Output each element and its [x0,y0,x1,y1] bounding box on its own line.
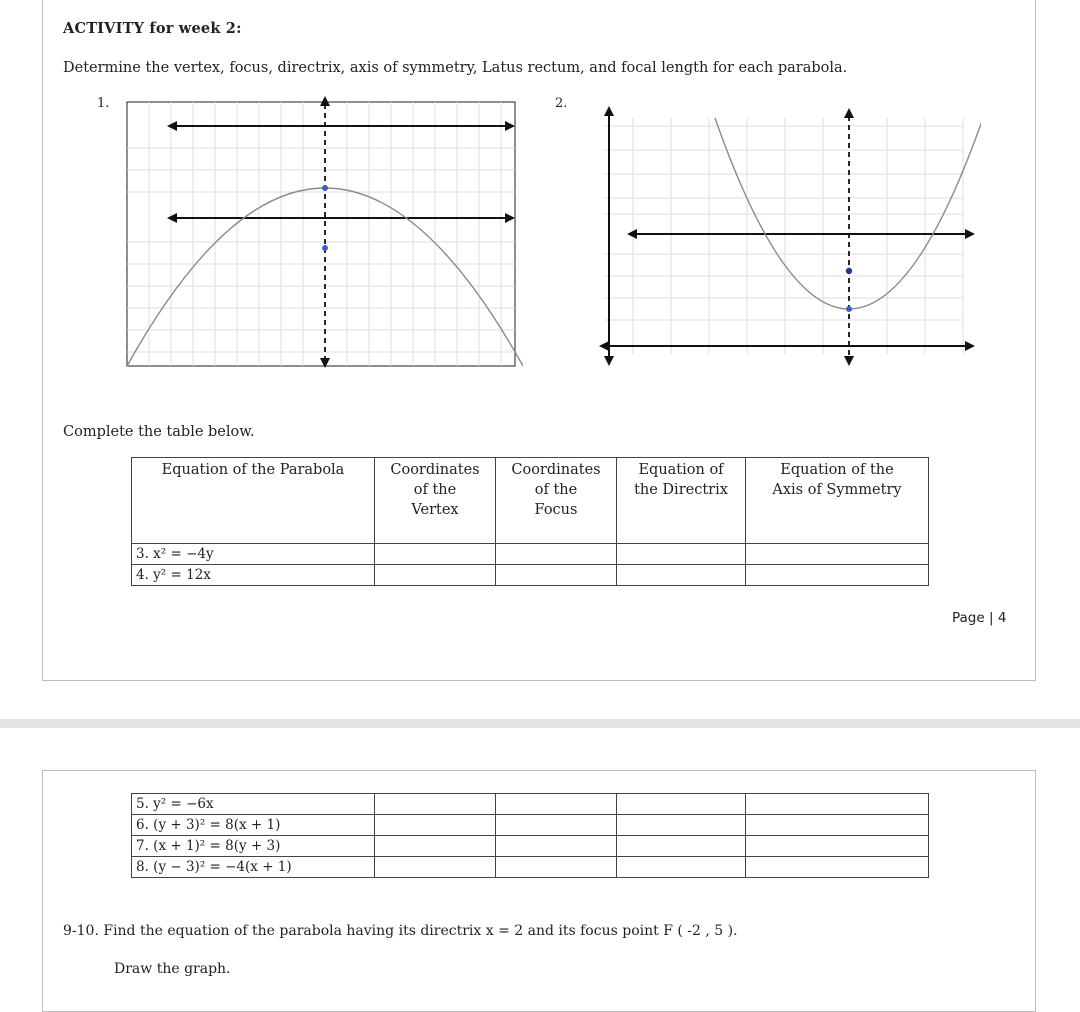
directrix-answer-cell[interactable] [617,794,746,815]
focus-answer-cell[interactable] [496,836,617,857]
directrix-answer-cell[interactable] [617,565,746,586]
parabola-table-continued [131,793,929,878]
equation-cell: 3. x² = −4y [132,544,375,565]
focus-answer-cell[interactable] [496,794,617,815]
draw-graph-instruction: Draw the graph. [114,961,231,977]
vertex-answer-cell[interactable] [375,544,496,565]
table-row [132,565,929,586]
graph-1-number: 1. [97,96,110,111]
table-row [132,815,929,836]
directrix-answer-cell[interactable] [617,544,746,565]
focus-answer-cell[interactable] [496,544,617,565]
focus-answer-cell[interactable] [496,815,617,836]
vertex-answer-cell[interactable] [375,815,496,836]
vertex-answer-cell[interactable] [375,794,496,815]
question-9-10: 9-10. Find the equation of the parabola having its directrix x = 2 and its focus point F ( -2 , 5 ). [63,923,738,939]
axis-answer-cell[interactable] [746,544,929,565]
graph-2-focus-point [846,268,852,274]
table-header-row [132,458,929,544]
axis-answer-cell[interactable] [746,815,929,836]
equation-cell: 4. y² = 12x [132,565,375,586]
graph-2-number: 2. [555,96,568,111]
axis-answer-cell[interactable] [746,836,929,857]
vertex-answer-cell[interactable] [375,565,496,586]
directrix-answer-cell[interactable] [617,815,746,836]
header-directrix: Equation of the Directrix [617,458,746,544]
graph-1-parabola [123,96,523,371]
equation-cell: 8. (y − 3)² = −4(x + 1) [132,857,375,878]
table-row [132,836,929,857]
equation-cell: 7. (x + 1)² = 8(y + 3) [132,836,375,857]
page-number: Page | 4 [952,610,1007,626]
header-focus: Coordinates of the Focus [496,458,617,544]
header-vertex: Coordinates of the Vertex [375,458,496,544]
graph-2-vertex-point [846,306,852,312]
axis-answer-cell[interactable] [746,565,929,586]
worksheet-page-4 [42,0,1036,681]
axis-answer-cell[interactable] [746,857,929,878]
graph-1-focus-point [322,245,328,251]
vertex-answer-cell[interactable] [375,857,496,878]
page-separator [0,719,1080,728]
table-row [132,794,929,815]
header-equation: Equation of the Parabola [132,458,375,544]
vertex-answer-cell[interactable] [375,836,496,857]
complete-table-label: Complete the table below. [63,424,255,440]
equation-cell: 5. y² = −6x [132,794,375,815]
table-row [132,857,929,878]
directrix-answer-cell[interactable] [617,836,746,857]
focus-answer-cell[interactable] [496,857,617,878]
equation-cell: 6. (y + 3)² = 8(x + 1) [132,815,375,836]
directrix-answer-cell[interactable] [617,857,746,878]
graph-2-grid [605,118,963,354]
worksheet-page-5 [42,770,1036,1012]
header-axis: Equation of the Axis of Symmetry [746,458,929,544]
instructions: Determine the vertex, focus, directrix, axis of symmetry, Latus rectum, and focal length for each parabola. [63,60,848,76]
table-row [132,544,929,565]
parabola-table [131,457,929,586]
graph-1-vertex-point [322,185,328,191]
activity-title: ACTIVITY for week 2: [63,20,242,37]
graph-2-parabola [581,104,981,369]
axis-answer-cell[interactable] [746,794,929,815]
focus-answer-cell[interactable] [496,565,617,586]
